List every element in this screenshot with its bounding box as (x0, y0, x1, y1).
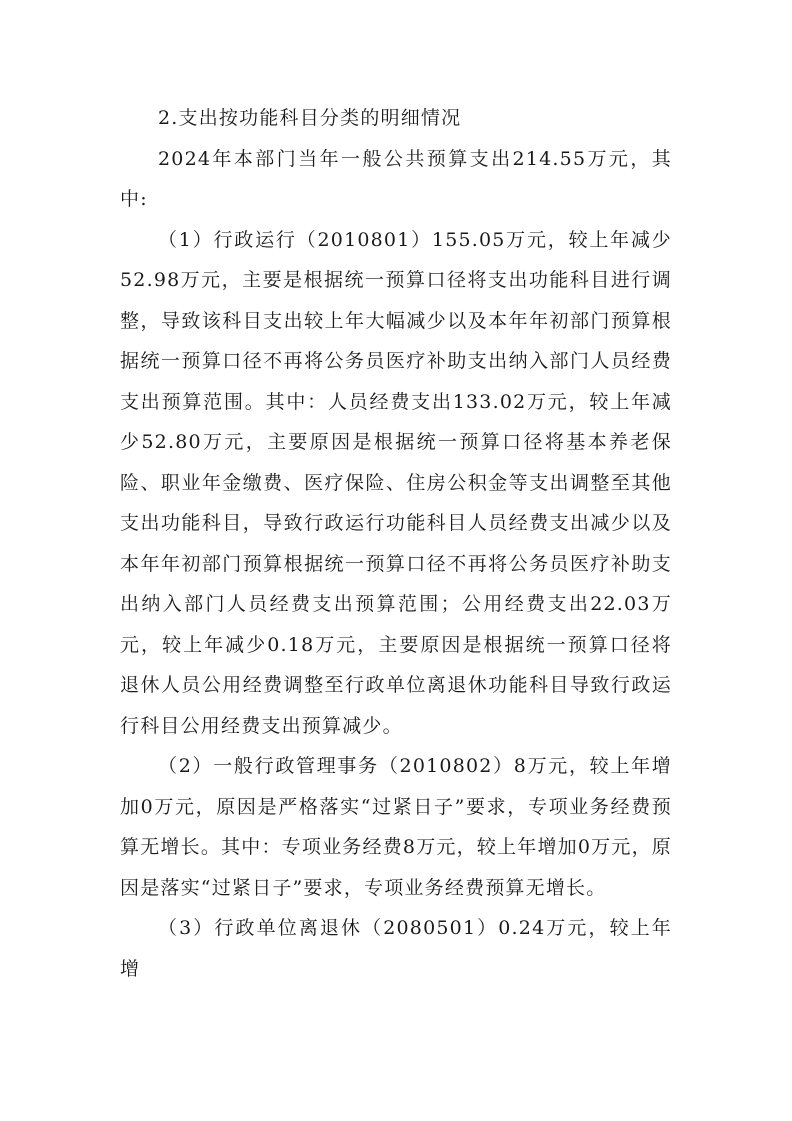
paragraph-item-3-retirement: （3）行政单位离退休（2080501）0.24万元，较上年增 (120, 917, 672, 980)
paragraph-item-1-administrative-operation: （1）行政运行（2010801）155.05万元，较上年减少52.98万元，主要是根据统一预算口径将支出功能科目进行调整，导致该科目支出较上年大幅减少以及本年年初部门预算根据统一预算口径不再将公务员医疗补助支出纳入部门人员经费支出预算范围。其中：人员经费支出133.02万元，较上年减少52.80万元，主要原因是根据统一预算口径将基本养老保险、职业年金缴费、医疗保险、住房公积金等支出调整至其他支出功能科目，导致行政运行功能科目人员经费支出减少以及本年年初部门预算根据统一预算口径不再将公务员医疗补助支出纳入部门人员经费支出预算范围；公用经费支出22.03万元，较上年减少0.18万元，主要原因是根据统一预算口径将退休人员公用经费调整至行政单位离退休功能科目导致行政运行科目公用经费支出预算减少。 (120, 228, 672, 737)
section-heading: 2.支出按功能科目分类的明细情况 (158, 107, 462, 129)
paragraph-item-2-general-administration: （2）一般行政管理事务（2010802）8万元，较上年增加0万元，原因是严格落实“过紧日子”要求，专项业务经费预算无增长。其中：专项业务经费8万元，较上年增加0万元，原因是落实“过紧日子”要求，专项业务经费预算无增长。 (120, 755, 672, 899)
paragraph-total-expenditure: 2024年本部门当年一般公共预算支出214.55万元，其中: (120, 147, 672, 210)
document-body (120, 98, 672, 989)
